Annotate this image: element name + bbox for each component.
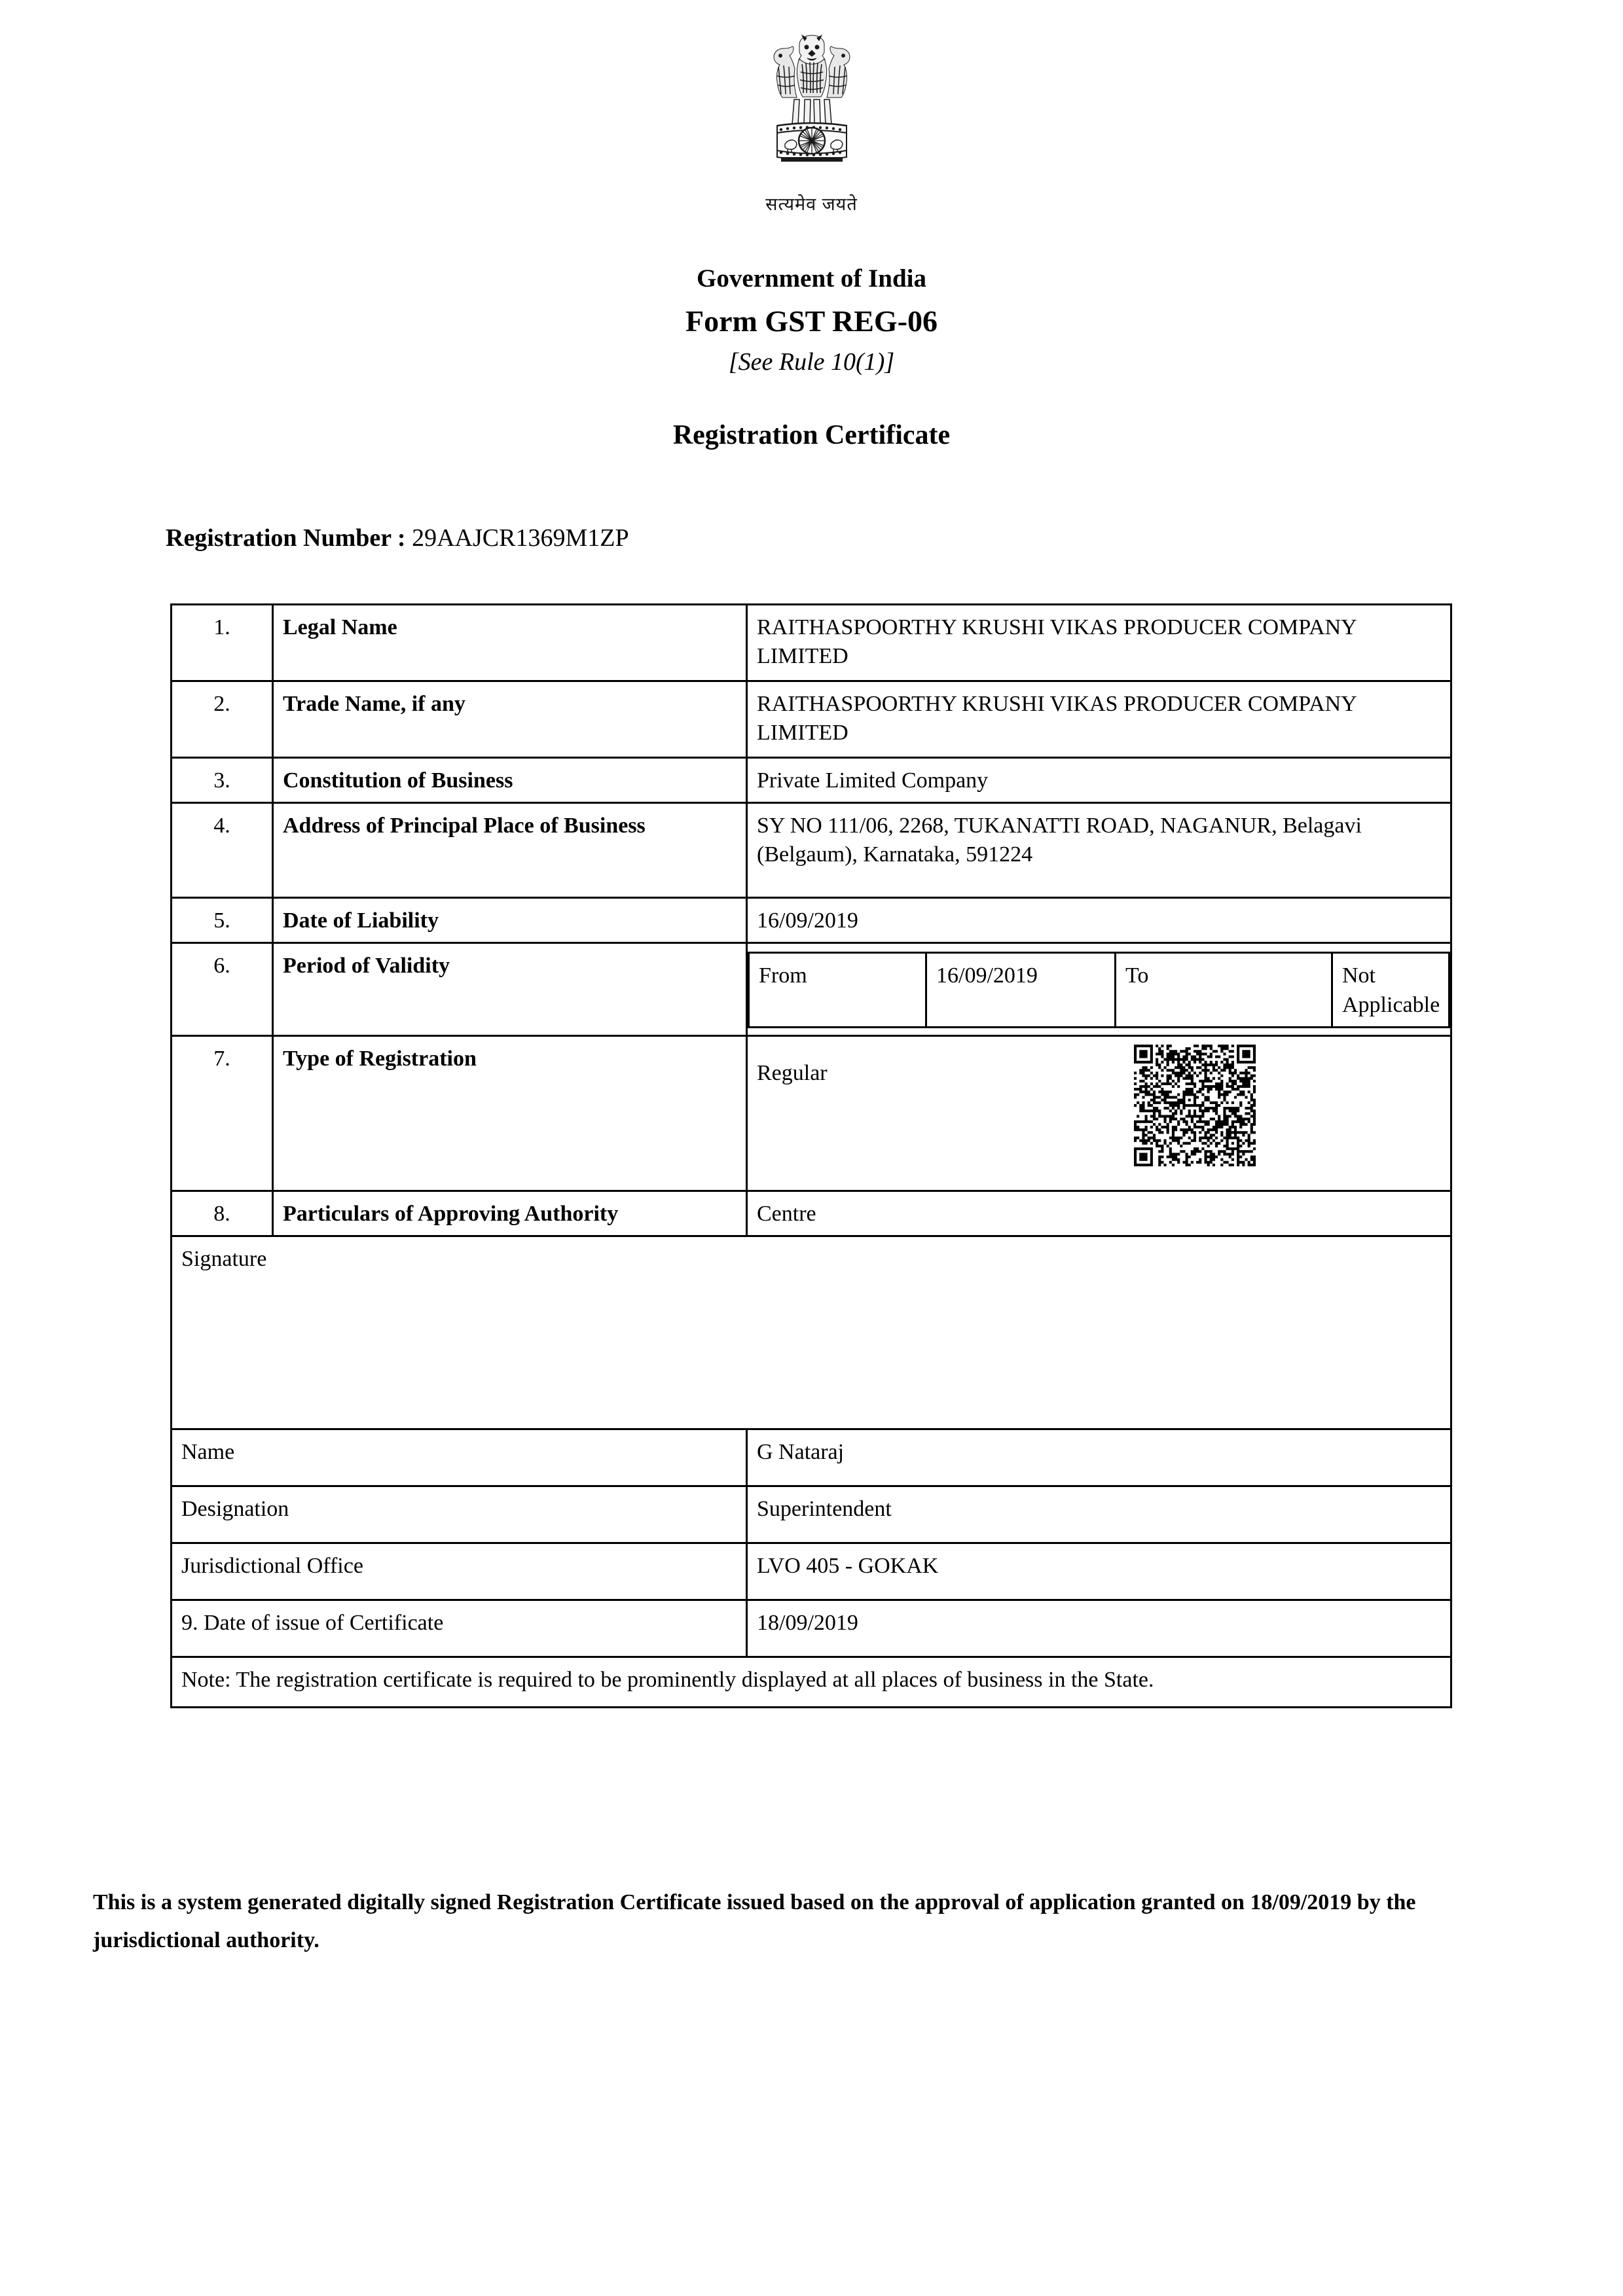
form-heading: Form GST REG-06 — [685, 304, 938, 338]
table-row — [172, 943, 1451, 1035]
row-serial: 2. — [172, 681, 273, 758]
designation-value: Superintendent — [747, 1486, 1451, 1543]
row-value: 16/09/2019 — [747, 898, 1451, 943]
row-serial: 7. — [172, 1035, 273, 1191]
row-serial: 8. — [172, 1191, 273, 1236]
registration-number-value: 29AAJCR1369M1ZP — [412, 524, 629, 552]
system-generated-note: This is a system generated digitally signed Registration Certificate issued based on the approval of application granted on 18/09/2019 by the jurisdictional authority. — [93, 1890, 1416, 1953]
table-row — [172, 1035, 1451, 1191]
emblem-block — [0, 26, 1623, 215]
display-note: Note: The registration certificate is required to be prominently displayed at all places of business in the State. — [172, 1657, 1451, 1707]
row-value: Centre — [747, 1191, 1451, 1236]
designation-label: Designation — [172, 1486, 747, 1543]
validity-to-label: To — [1116, 953, 1332, 1027]
table-row — [172, 1429, 1451, 1486]
row-serial: 6. — [172, 943, 273, 1035]
period-of-validity-cell — [747, 943, 1451, 1035]
row-value: RAITHASPOORTHY KRUSHI VIKAS PRODUCER COMPANY LIMITED — [747, 681, 1451, 758]
emblem-motto: सत्यमेव जयते — [765, 194, 858, 214]
row-serial: 5. — [172, 898, 273, 943]
signature-label: Signature — [172, 1236, 1451, 1429]
authority-name-label: Name — [172, 1429, 747, 1486]
authority-name-value: G Nataraj — [747, 1429, 1451, 1486]
row-label: Type of Registration — [273, 1035, 747, 1191]
row-label: Trade Name, if any — [273, 681, 747, 758]
rule-reference: [See Rule 10(1)] — [728, 348, 895, 376]
row-value: SY NO 111/06, 2268, TUKANATTI ROAD, NAGANUR, Belagavi (Belgaum), Karnataka, 591224 — [747, 803, 1451, 898]
validity-from-label: From — [749, 953, 926, 1027]
qr-code-icon — [1134, 1045, 1256, 1166]
document-header — [0, 262, 1623, 451]
table-row — [172, 1600, 1451, 1657]
government-heading: Government of India — [697, 264, 926, 293]
table-row — [172, 681, 1451, 758]
registration-number-label: Registration Number : — [166, 524, 406, 552]
row-value: Private Limited Company — [747, 758, 1451, 803]
date-of-issue-value: 18/09/2019 — [747, 1600, 1451, 1657]
certificate-details-table — [170, 603, 1452, 1708]
validity-from-value: 16/09/2019 — [926, 953, 1116, 1027]
jurisdictional-office-label: Jurisdictional Office — [172, 1543, 747, 1600]
registration-number-line — [166, 524, 629, 552]
row-label: Particulars of Approving Authority — [273, 1191, 747, 1236]
table-row — [172, 1191, 1451, 1236]
table-row — [172, 605, 1451, 681]
validity-to-value: Not Applicable — [1332, 953, 1450, 1027]
table-row — [172, 898, 1451, 943]
table-row — [172, 803, 1451, 898]
period-of-validity-table — [748, 952, 1450, 1028]
row-label: Address of Principal Place of Business — [273, 803, 747, 898]
registration-type-value: Regular — [757, 1060, 828, 1085]
row-serial: 3. — [172, 758, 273, 803]
page-title: Registration Certificate — [672, 420, 951, 451]
table-row — [172, 1543, 1451, 1600]
jurisdictional-office-value: LVO 405 - GOKAK — [747, 1543, 1451, 1600]
date-of-issue-label: 9. Date of issue of Certificate — [172, 1600, 747, 1657]
row-label: Period of Validity — [273, 943, 747, 1035]
row-value-with-qr — [747, 1035, 1451, 1191]
state-emblem-icon — [750, 26, 874, 190]
row-serial: 4. — [172, 803, 273, 898]
table-row — [172, 1486, 1451, 1543]
row-serial: 1. — [172, 605, 273, 681]
row-label: Constitution of Business — [273, 758, 747, 803]
table-row — [172, 758, 1451, 803]
signature-row — [172, 1236, 1451, 1429]
row-label: Legal Name — [273, 605, 747, 681]
row-label: Date of Liability — [273, 898, 747, 943]
note-row — [172, 1657, 1451, 1707]
row-value: RAITHASPOORTHY KRUSHI VIKAS PRODUCER COMPANY LIMITED — [747, 605, 1451, 681]
